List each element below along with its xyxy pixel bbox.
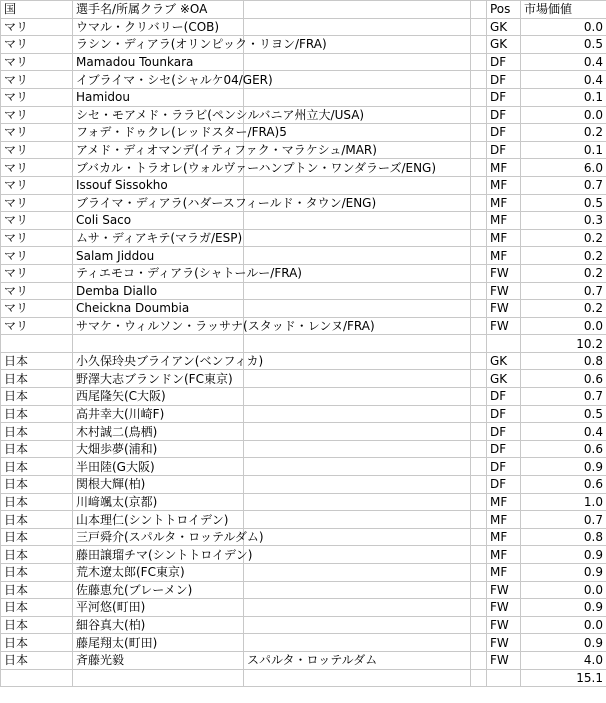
empty-cell[interactable]: [73, 669, 244, 687]
country-cell[interactable]: 日本: [1, 440, 73, 458]
position-cell[interactable]: FW: [487, 282, 521, 300]
position-cell[interactable]: GK: [487, 352, 521, 370]
empty-cell[interactable]: [471, 212, 487, 230]
country-cell[interactable]: マリ: [1, 124, 73, 142]
empty-cell[interactable]: [471, 300, 487, 318]
table-row: [1, 405, 606, 423]
table-row: [1, 634, 606, 652]
club-cell[interactable]: [244, 352, 471, 370]
table-row: [1, 212, 606, 230]
player-name-cell[interactable]: 細谷真大(柏): [73, 616, 244, 634]
player-name-cell[interactable]: 木村誠二(鳥栖): [73, 423, 244, 441]
value-cell[interactable]: 0.1: [521, 141, 606, 159]
club-cell[interactable]: [244, 229, 471, 247]
club-cell[interactable]: [244, 581, 471, 599]
position-cell[interactable]: FW: [487, 264, 521, 282]
value-cell[interactable]: 4.0: [521, 651, 606, 669]
empty-cell[interactable]: [471, 335, 487, 353]
table-row: [1, 564, 606, 582]
empty-cell[interactable]: [471, 564, 487, 582]
empty-cell[interactable]: [471, 493, 487, 511]
player-name-cell[interactable]: シセ・モアメド・ララビ(ペンシルバニア州立大/USA): [73, 106, 244, 124]
country-cell[interactable]: 日本: [1, 458, 73, 476]
empty-cell[interactable]: [471, 124, 487, 142]
player-name-cell[interactable]: イブライマ・シセ(シャルケ04/GER): [73, 71, 244, 89]
country-cell[interactable]: マリ: [1, 36, 73, 54]
table-row: [1, 247, 606, 265]
table-row: [1, 476, 606, 494]
table-row: [1, 352, 606, 370]
position-cell[interactable]: MF: [487, 212, 521, 230]
country-cell[interactable]: 日本: [1, 405, 73, 423]
position-cell[interactable]: DF: [487, 423, 521, 441]
player-name-cell[interactable]: ムサ・ディアキテ(マラガ/ESP): [73, 229, 244, 247]
position-cell[interactable]: MF: [487, 493, 521, 511]
empty-cell[interactable]: [471, 229, 487, 247]
country-cell[interactable]: 日本: [1, 370, 73, 388]
country-cell[interactable]: 日本: [1, 352, 73, 370]
position-cell[interactable]: MF: [487, 176, 521, 194]
position-cell[interactable]: FW: [487, 581, 521, 599]
value-cell[interactable]: 0.8: [521, 352, 606, 370]
header-player[interactable]: 選手名/所属クラブ ※OA: [73, 1, 244, 19]
table-row: [1, 36, 606, 54]
club-cell[interactable]: [244, 405, 471, 423]
value-cell[interactable]: 0.7: [521, 282, 606, 300]
club-cell[interactable]: [244, 53, 471, 71]
value-cell[interactable]: 0.0: [521, 106, 606, 124]
empty-cell[interactable]: [471, 599, 487, 617]
value-cell[interactable]: 0.1: [521, 88, 606, 106]
player-name-cell[interactable]: Demba Diallo: [73, 282, 244, 300]
country-cell[interactable]: 日本: [1, 476, 73, 494]
value-cell[interactable]: 0.7: [521, 176, 606, 194]
empty-cell[interactable]: [471, 36, 487, 54]
country-cell[interactable]: マリ: [1, 159, 73, 177]
player-name-cell[interactable]: Coli Saco: [73, 212, 244, 230]
table-row: [1, 458, 606, 476]
position-cell[interactable]: MF: [487, 194, 521, 212]
value-cell[interactable]: 0.2: [521, 247, 606, 265]
value-cell[interactable]: 0.5: [521, 36, 606, 54]
club-cell[interactable]: [244, 388, 471, 406]
country-cell[interactable]: マリ: [1, 141, 73, 159]
value-cell[interactable]: 0.2: [521, 229, 606, 247]
club-cell[interactable]: [244, 634, 471, 652]
club-cell[interactable]: [244, 476, 471, 494]
empty-cell[interactable]: [471, 651, 487, 669]
empty-cell[interactable]: [471, 388, 487, 406]
empty-cell[interactable]: [471, 18, 487, 36]
player-name-cell[interactable]: 小久保玲央ブライアン(ベンフィカ): [73, 352, 244, 370]
value-cell[interactable]: 0.5: [521, 405, 606, 423]
country-cell[interactable]: 日本: [1, 564, 73, 582]
value-cell[interactable]: 0.7: [521, 511, 606, 529]
table-row: [1, 53, 606, 71]
empty-cell[interactable]: [471, 352, 487, 370]
position-cell[interactable]: GK: [487, 18, 521, 36]
country-cell[interactable]: マリ: [1, 106, 73, 124]
club-cell[interactable]: [244, 18, 471, 36]
header-value[interactable]: 市場価値: [521, 1, 606, 19]
position-cell[interactable]: FW: [487, 651, 521, 669]
position-cell[interactable]: DF: [487, 388, 521, 406]
table-row: [1, 370, 606, 388]
value-cell[interactable]: 0.8: [521, 528, 606, 546]
player-name-cell[interactable]: Mamadou Tounkara: [73, 53, 244, 71]
empty-cell[interactable]: [471, 546, 487, 564]
table-row: [1, 282, 606, 300]
country-cell[interactable]: 日本: [1, 423, 73, 441]
club-cell[interactable]: [244, 546, 471, 564]
empty-cell[interactable]: [471, 141, 487, 159]
player-name-cell[interactable]: Hamidou: [73, 88, 244, 106]
country-cell[interactable]: マリ: [1, 300, 73, 318]
country-cell[interactable]: 日本: [1, 528, 73, 546]
value-cell[interactable]: 0.0: [521, 317, 606, 335]
value-cell[interactable]: 0.9: [521, 599, 606, 617]
value-cell[interactable]: 0.3: [521, 212, 606, 230]
empty-cell[interactable]: [1, 669, 73, 687]
table-row: [1, 88, 606, 106]
mali-total-row: [1, 335, 606, 353]
position-cell[interactable]: DF: [487, 458, 521, 476]
empty-cell[interactable]: [471, 634, 487, 652]
table-row: [1, 581, 606, 599]
position-cell[interactable]: DF: [487, 53, 521, 71]
value-cell[interactable]: 0.9: [521, 546, 606, 564]
club-cell[interactable]: [244, 511, 471, 529]
player-name-cell[interactable]: 藤尾翔太(町田): [73, 634, 244, 652]
empty-cell[interactable]: [487, 669, 521, 687]
club-cell[interactable]: スパルタ・ロッテルダム: [244, 651, 471, 669]
country-cell[interactable]: マリ: [1, 176, 73, 194]
club-cell[interactable]: [244, 616, 471, 634]
table-row: [1, 651, 606, 669]
empty-cell[interactable]: [471, 176, 487, 194]
header-pos[interactable]: Pos: [487, 1, 521, 19]
table-row: [1, 141, 606, 159]
table-row: [1, 546, 606, 564]
player-name-cell[interactable]: 高井幸大(川崎F): [73, 405, 244, 423]
country-cell[interactable]: マリ: [1, 18, 73, 36]
table-row: [1, 317, 606, 335]
empty-cell[interactable]: [471, 71, 487, 89]
position-cell[interactable]: DF: [487, 476, 521, 494]
empty-cell[interactable]: [471, 264, 487, 282]
empty-cell[interactable]: [471, 317, 487, 335]
player-name-cell[interactable]: 野澤大志ブランドン(FC東京): [73, 370, 244, 388]
position-cell[interactable]: FW: [487, 300, 521, 318]
value-cell[interactable]: 0.0: [521, 616, 606, 634]
value-cell[interactable]: 0.4: [521, 53, 606, 71]
value-cell[interactable]: 0.7: [521, 388, 606, 406]
position-cell[interactable]: FW: [487, 634, 521, 652]
value-cell[interactable]: 0.0: [521, 18, 606, 36]
table-row: [1, 124, 606, 142]
player-name-cell[interactable]: アメド・ディオマンデ(イティファク・マラケシュ/MAR): [73, 141, 244, 159]
player-name-cell[interactable]: 山本理仁(シントトロイデン): [73, 511, 244, 529]
player-name-cell[interactable]: ティエモコ・ディアラ(シャトールー/FRA): [73, 264, 244, 282]
player-name-cell[interactable]: 大畑歩夢(浦和): [73, 440, 244, 458]
player-name-cell[interactable]: 西尾隆矢(C大阪): [73, 388, 244, 406]
table-row: [1, 176, 606, 194]
position-cell[interactable]: GK: [487, 370, 521, 388]
empty-cell[interactable]: [471, 458, 487, 476]
value-cell[interactable]: 0.9: [521, 564, 606, 582]
club-cell[interactable]: [244, 493, 471, 511]
empty-cell[interactable]: [471, 511, 487, 529]
value-cell[interactable]: 0.6: [521, 440, 606, 458]
empty-cell[interactable]: [471, 53, 487, 71]
player-name-cell[interactable]: 斉藤光毅: [73, 651, 244, 669]
club-cell[interactable]: [244, 370, 471, 388]
country-cell[interactable]: マリ: [1, 194, 73, 212]
club-cell[interactable]: [244, 423, 471, 441]
position-cell[interactable]: DF: [487, 124, 521, 142]
player-name-cell[interactable]: 荒木遼太郎(FC東京): [73, 564, 244, 582]
country-cell[interactable]: マリ: [1, 282, 73, 300]
position-cell[interactable]: MF: [487, 528, 521, 546]
empty-cell[interactable]: [471, 669, 487, 687]
position-cell[interactable]: FW: [487, 616, 521, 634]
empty-cell[interactable]: [471, 159, 487, 177]
player-name-cell[interactable]: 関根大輝(柏): [73, 476, 244, 494]
empty-cell[interactable]: [471, 282, 487, 300]
value-cell[interactable]: 0.0: [521, 581, 606, 599]
club-cell[interactable]: [244, 458, 471, 476]
country-cell[interactable]: 日本: [1, 546, 73, 564]
table-row: [1, 493, 606, 511]
club-cell[interactable]: [244, 528, 471, 546]
value-cell[interactable]: 0.6: [521, 476, 606, 494]
table-row: [1, 71, 606, 89]
club-cell[interactable]: [244, 176, 471, 194]
value-cell[interactable]: 1.0: [521, 493, 606, 511]
value-cell[interactable]: 0.2: [521, 124, 606, 142]
table-row: [1, 300, 606, 318]
position-cell[interactable]: GK: [487, 36, 521, 54]
empty-cell[interactable]: [471, 88, 487, 106]
table-row: [1, 18, 606, 36]
empty-cell[interactable]: [471, 528, 487, 546]
value-cell[interactable]: 0.4: [521, 71, 606, 89]
value-cell[interactable]: 0.9: [521, 458, 606, 476]
position-cell[interactable]: MF: [487, 564, 521, 582]
position-cell[interactable]: MF: [487, 159, 521, 177]
player-name-cell[interactable]: ブライマ・ディアラ(ハダースフィールド・タウン/ENG): [73, 194, 244, 212]
empty-cell[interactable]: [487, 335, 521, 353]
player-name-cell[interactable]: 川﨑颯太(京都): [73, 493, 244, 511]
header-country[interactable]: 国: [1, 1, 73, 19]
empty-cell[interactable]: [1, 335, 73, 353]
table-row: [1, 511, 606, 529]
club-cell[interactable]: [244, 212, 471, 230]
position-cell[interactable]: DF: [487, 405, 521, 423]
total-value-cell[interactable]: 15.1: [521, 669, 606, 687]
position-cell[interactable]: DF: [487, 106, 521, 124]
country-cell[interactable]: マリ: [1, 212, 73, 230]
empty-cell[interactable]: [471, 247, 487, 265]
value-cell[interactable]: 0.2: [521, 264, 606, 282]
table-row: [1, 616, 606, 634]
country-cell[interactable]: 日本: [1, 599, 73, 617]
empty-cell[interactable]: [73, 335, 244, 353]
empty-cell[interactable]: [244, 335, 471, 353]
club-cell[interactable]: [244, 88, 471, 106]
country-cell[interactable]: マリ: [1, 88, 73, 106]
position-cell[interactable]: MF: [487, 546, 521, 564]
table-row: [1, 440, 606, 458]
position-cell[interactable]: MF: [487, 247, 521, 265]
country-cell[interactable]: マリ: [1, 71, 73, 89]
empty-cell[interactable]: [471, 106, 487, 124]
country-cell[interactable]: 日本: [1, 493, 73, 511]
table-row: [1, 423, 606, 441]
empty-cell[interactable]: [471, 581, 487, 599]
table-row: [1, 194, 606, 212]
position-cell[interactable]: FW: [487, 599, 521, 617]
position-cell[interactable]: MF: [487, 511, 521, 529]
country-cell[interactable]: 日本: [1, 651, 73, 669]
empty-cell[interactable]: [471, 423, 487, 441]
table-row: [1, 528, 606, 546]
value-cell[interactable]: 0.6: [521, 370, 606, 388]
header-row: [1, 1, 606, 19]
player-name-cell[interactable]: Cheickna Doumbia: [73, 300, 244, 318]
position-cell[interactable]: FW: [487, 317, 521, 335]
club-cell[interactable]: [244, 282, 471, 300]
value-cell[interactable]: 0.5: [521, 194, 606, 212]
country-cell[interactable]: マリ: [1, 229, 73, 247]
club-cell[interactable]: [244, 300, 471, 318]
player-name-cell[interactable]: ラシン・ディアラ(オリンピック・リヨン/FRA): [73, 36, 244, 54]
empty-cell[interactable]: [244, 669, 471, 687]
country-cell[interactable]: 日本: [1, 388, 73, 406]
empty-cell[interactable]: [471, 370, 487, 388]
country-cell[interactable]: マリ: [1, 247, 73, 265]
position-cell[interactable]: DF: [487, 141, 521, 159]
country-cell[interactable]: 日本: [1, 511, 73, 529]
player-name-cell[interactable]: 三戸舜介(スパルタ・ロッテルダム): [73, 528, 244, 546]
player-name-cell[interactable]: 半田陸(G大阪): [73, 458, 244, 476]
player-name-cell[interactable]: Salam Jiddou: [73, 247, 244, 265]
country-cell[interactable]: マリ: [1, 264, 73, 282]
empty-cell[interactable]: [471, 440, 487, 458]
position-cell[interactable]: DF: [487, 88, 521, 106]
empty-cell[interactable]: [471, 476, 487, 494]
table-row: [1, 599, 606, 617]
position-cell[interactable]: MF: [487, 229, 521, 247]
total-value-cell[interactable]: 10.2: [521, 335, 606, 353]
table-row: [1, 229, 606, 247]
empty-cell[interactable]: [471, 616, 487, 634]
position-cell[interactable]: DF: [487, 71, 521, 89]
country-cell[interactable]: 日本: [1, 581, 73, 599]
player-name-cell[interactable]: Issouf Sissokho: [73, 176, 244, 194]
empty-cell[interactable]: [471, 194, 487, 212]
country-cell[interactable]: 日本: [1, 634, 73, 652]
player-name-cell[interactable]: ブバカル・トラオレ(ウォルヴァーハンプトン・ワンダラーズ/ENG): [73, 159, 244, 177]
club-cell[interactable]: [244, 564, 471, 582]
position-cell[interactable]: DF: [487, 440, 521, 458]
value-cell[interactable]: 0.4: [521, 423, 606, 441]
value-cell[interactable]: 0.2: [521, 300, 606, 318]
table-row: [1, 159, 606, 177]
club-cell[interactable]: [244, 71, 471, 89]
player-name-cell[interactable]: 藤田譲瑠チマ(シントトロイデン): [73, 546, 244, 564]
player-name-cell[interactable]: 佐藤恵允(ブレーメン): [73, 581, 244, 599]
player-name-cell[interactable]: フォデ・ドゥクレ(レッドスター/FRA)5: [73, 124, 244, 142]
club-cell[interactable]: [244, 440, 471, 458]
table-row: [1, 264, 606, 282]
value-cell[interactable]: 0.9: [521, 634, 606, 652]
player-name-cell[interactable]: サマケ・ウィルソン・ラッサナ(スタッド・レンヌ/FRA): [73, 317, 244, 335]
table-row: [1, 106, 606, 124]
country-cell[interactable]: マリ: [1, 53, 73, 71]
country-cell[interactable]: マリ: [1, 317, 73, 335]
japan-total-row: [1, 669, 606, 687]
club-cell[interactable]: [244, 247, 471, 265]
value-cell[interactable]: 6.0: [521, 159, 606, 177]
club-cell[interactable]: [244, 599, 471, 617]
table-row: [1, 388, 606, 406]
player-name-cell[interactable]: ウマル・クリバリー(COB): [73, 18, 244, 36]
country-cell[interactable]: 日本: [1, 616, 73, 634]
empty-cell[interactable]: [471, 405, 487, 423]
player-name-cell[interactable]: 平河悠(町田): [73, 599, 244, 617]
